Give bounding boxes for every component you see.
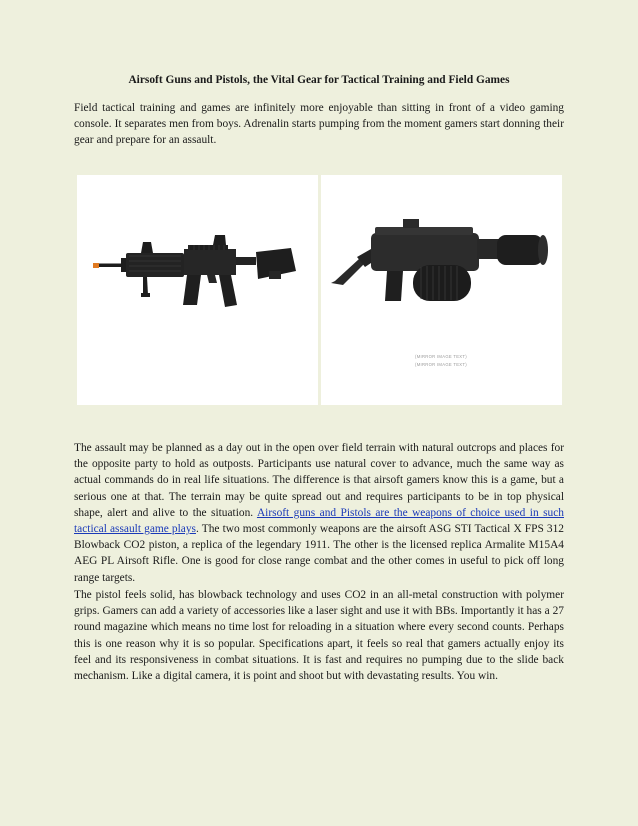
intro-paragraph: Field tactical training and games are infinitely more enjoyable than sitting in front of a video gaming console. It separates men from boys. Adrenalin starts pumping from the moment gamers start donning their gear and prepare for an assault. [74,102,564,147]
rifle-illustration [77,175,318,405]
assault-paragraph [74,440,564,586]
airsoft-smg-image [321,175,562,405]
airsoft-guns-link[interactable]: Airsoft guns and Pistols are the weapons of choice used in such tactical assault game plays [74,506,564,536]
document-title: Airsoft Guns and Pistols, the Vital Gear for Tactical Training and Field Games [128,74,510,86]
watermark-line-2: (MIRROR IMAGE TEXT) [415,362,467,367]
pistol-paragraph: The pistol feels solid, has blowback technology and uses CO2 in an all-metal construction with polymer grips. Gamers can add a variety of accessories like a laser sight and use it with BBs. Importantly it has a 27 round magazine which means no time lost for reloading in a situation where every second counts. Perhaps this is one reason why it is so popular. Specifications apart, it feels so real that gamers actually enjoy its feel and its responsiveness in combat situations. It is fast and requires no pumping due to the slide back mechanism. Like a digital camera, it is point and shoot but with devastating results. You win. [74,589,564,683]
product-images [77,175,562,405]
watermark-line-1: (MIRROR IMAGE TEXT) [415,354,467,359]
assault-paragraph-text-2: . The two most commonly weapons are the airsoft ASG STI Tactical X FPS 312 Blowback CO2 piston, a replica of the legendary 1911. The other is the licensed replica Armalite M15A4 AEG PL Airsoft Rifle. One is good for close range combat and the other comes in useful to pick off long range targets. [74,523,565,584]
smg-illustration [321,175,562,405]
assault-paragraph-text-1: The assault may be planned as a day out in the open over field terrain with natural outcrops and places for the opposite party to hold as outposts. Participants use natural cover to advance, much the same way as actual commands do in real life situations. The difference is that airsoft gamers know this is a game, but a serious one at that. The terrain may be quite spread out and requires participants to be in top physical shape, alert and alive to the situation. [74,442,564,519]
airsoft-rifle-image [77,175,318,405]
